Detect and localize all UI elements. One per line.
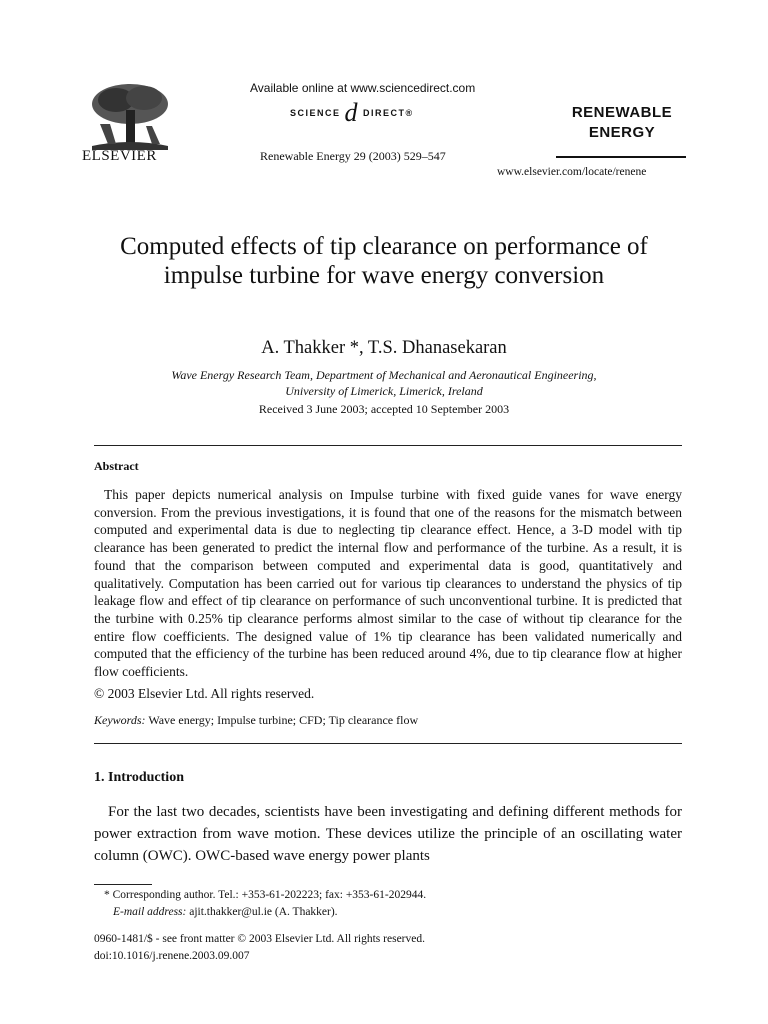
keywords-list: Wave energy; Impulse turbine; CFD; Tip clearance flow [148,713,419,727]
sciencedirect-right: DIRECT® [363,108,414,118]
journal-url-link[interactable]: www.elsevier.com/locate/renene [497,166,647,178]
abstract-copyright: © 2003 Elsevier Ltd. All rights reserved. [94,686,315,701]
email-label: E-mail address: [113,906,187,918]
doi-link[interactable]: doi:10.1016/j.renene.2003.09.007 [94,950,250,962]
journal-brand [560,103,684,143]
sciencedirect-mark-icon: d [344,98,360,127]
journal-reference: Renewable Energy 29 (2003) 529–547 [260,149,446,163]
received-dates: Received 3 June 2003; accepted 10 September 2003 [258,402,510,416]
footnote-rule [94,884,152,885]
sciencedirect-left: SCIENCE [290,108,341,118]
affiliation-line1: Wave Energy Research Team, Department of Mechanical and Aeronautical Engineering, [171,368,597,382]
keywords [94,713,418,728]
brand-divider [556,156,686,158]
abstract-top-rule [94,445,682,446]
email-value-link[interactable]: ajit.thakker@ul.ie (A. Thakker). [189,906,338,918]
section-heading-introduction: 1. Introduction [94,770,184,785]
corresponding-author-footnote: * Corresponding author. Tel.: +353-61-202223; fax: +353-61-202944. [104,889,427,901]
journal-brand-line1: RENEWABLE [571,104,673,121]
available-online-text: Available online at www.sciencedirect.com [250,81,476,95]
introduction-text: For the last two decades, scientists have been investigating and defining different methods for power extraction from wave motion. These devices utilize the principle of an oscillating water column (OWC). OWC-based wave energy power plants [94,804,682,864]
author-affiliation [100,367,668,399]
keywords-label: Keywords: [94,713,146,727]
journal-brand-line2: ENERGY [588,124,656,141]
publisher-name: ELSEVIER [82,148,157,164]
abstract-heading: Abstract [94,459,139,473]
sciencedirect-logo [290,100,414,126]
abstract-bottom-rule [94,743,682,744]
abstract-text: This paper depicts numerical analysis on Impulse turbine with fixed guide vanes for wave energy conversion. From the previous investigations, it is found that one of the reasons for the mismatch between computed and experimental data is due to neglecting tip clearance effect. Hence, a 3-D model with tip clearance has been generated to predict the internal flow and performance of the turbine. As a result, it is found that the comparison between computed and experimental data is good, quantitatively and qualitatively. Computation has been carried out for various tip clearances to understand the physics of tip leakage flow and effect of tip clearance on performance of such unconventional turbine. It is predicted that the turbine with 0.25% tip clearance performs almost similar to the case of without tip clearance for the entire flow coefficients. The designed value of 1% tip clearance has been validated numerically and computed that the efficiency of the turbine has been reduced around 4%, due to tip clearance flow at higher flow coefficients. [94,487,682,680]
issn-line: 0960-1481/$ - see front matter © 2003 Elsevier Ltd. All rights reserved. [94,933,425,945]
email-footnote [113,906,338,918]
article-title: Computed effects of tip clearance on performance of impulse turbine for wave energy conversion [120,233,648,289]
article-authors: A. Thakker *, T.S. Dhanasekaran [261,338,507,358]
affiliation-line2: University of Limerick, Limerick, Ireland [285,384,483,398]
elsevier-tree-logo-icon [86,80,174,150]
